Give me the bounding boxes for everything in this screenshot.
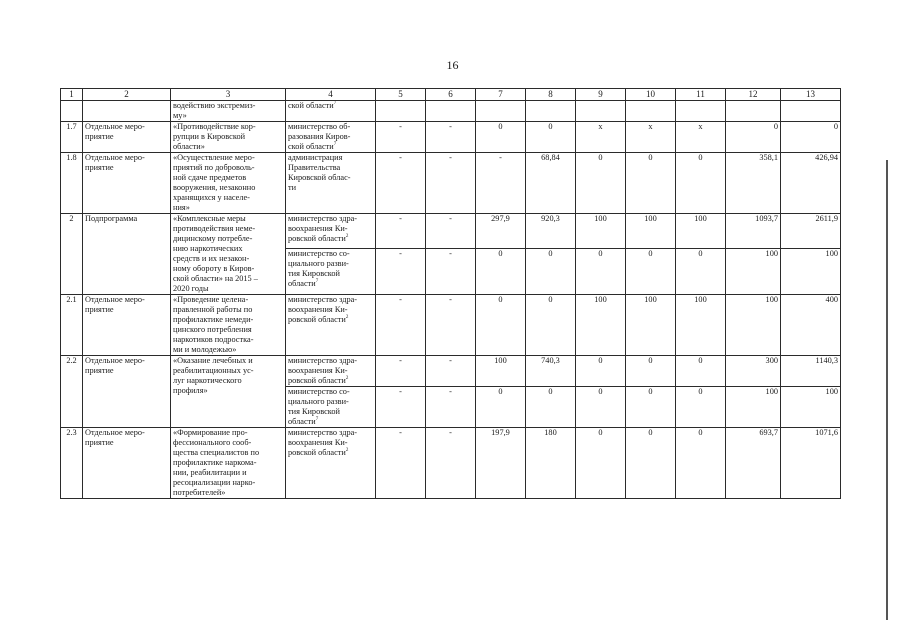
table-row	[61, 122, 841, 153]
value-cell: 0	[626, 428, 676, 499]
value-cell: 1140,3	[781, 356, 841, 387]
item-type-cell: Отдельное меро- приятие	[83, 428, 171, 499]
value-cell: х	[576, 122, 626, 153]
value-cell	[576, 101, 626, 122]
value-cell: 1071,6	[781, 428, 841, 499]
value-cell: 100	[626, 295, 676, 356]
table-row	[61, 214, 841, 249]
item-type-cell: Отдельное меро- приятие	[83, 153, 171, 214]
column-number-cell: 2	[83, 89, 171, 101]
value-cell: 100	[576, 295, 626, 356]
value-cell: 0	[526, 295, 576, 356]
value-cell: х	[676, 122, 726, 153]
footnote-marker: 7	[315, 279, 319, 285]
scan-edge-line	[886, 160, 888, 620]
value-cell: 0	[781, 122, 841, 153]
value-cell: -	[376, 153, 426, 214]
column-number-cell: 11	[676, 89, 726, 101]
value-cell: 0	[576, 387, 626, 428]
row-number-cell: 1.7	[61, 122, 83, 153]
value-cell	[426, 101, 476, 122]
value-cell: -	[376, 248, 426, 294]
value-cell: -	[426, 153, 476, 214]
footnote-marker: 7	[315, 417, 319, 423]
column-number-cell: 5	[376, 89, 426, 101]
value-cell: 693,7	[726, 428, 781, 499]
value-cell: 0	[526, 122, 576, 153]
value-cell: 0	[676, 153, 726, 214]
value-cell: 0	[676, 428, 726, 499]
value-cell: 740,3	[526, 356, 576, 387]
value-cell: 300	[726, 356, 781, 387]
value-cell: 100	[726, 295, 781, 356]
value-cell: -	[376, 387, 426, 428]
value-cell: 0	[726, 122, 781, 153]
value-cell: 0	[626, 153, 676, 214]
executor-cell: министерство здра- воохранения Ки- ровской области$^2$	[286, 214, 376, 249]
column-number-cell: 1	[61, 89, 83, 101]
executor-cell: министерство об- разования Киров- ской области$^7$	[286, 122, 376, 153]
value-cell	[476, 101, 526, 122]
row-number-cell: 1.8	[61, 153, 83, 214]
column-number-cell: 12	[726, 89, 781, 101]
table-row	[61, 428, 841, 499]
column-number-cell: 13	[781, 89, 841, 101]
value-cell: 297,9	[476, 214, 526, 249]
value-cell: 0	[626, 248, 676, 294]
footnote-marker: 2	[345, 315, 349, 321]
value-cell: 0	[676, 356, 726, 387]
value-cell: 180	[526, 428, 576, 499]
value-cell: 100	[781, 387, 841, 428]
executor-cell: министерство здра- воохранения Ки- ровской области$^2$	[286, 356, 376, 387]
table-row	[61, 295, 841, 356]
value-cell: -	[426, 122, 476, 153]
value-cell: 68,84	[526, 153, 576, 214]
program-table	[60, 88, 841, 499]
value-cell: 0	[576, 428, 626, 499]
column-number-cell: 7	[476, 89, 526, 101]
column-number-cell: 3	[171, 89, 286, 101]
value-cell: 1093,7	[726, 214, 781, 249]
item-name-cell: «Противодействие кор- рупции в Кировской области»	[171, 122, 286, 153]
value-cell: 0	[576, 153, 626, 214]
value-cell: 426,94	[781, 153, 841, 214]
value-cell	[376, 101, 426, 122]
value-cell: 2611,9	[781, 214, 841, 249]
value-cell: -	[426, 295, 476, 356]
column-number-cell: 4	[286, 89, 376, 101]
value-cell: -	[426, 356, 476, 387]
value-cell: 0	[626, 356, 676, 387]
value-cell: 100	[781, 248, 841, 294]
value-cell: 100	[676, 295, 726, 356]
column-number-cell: 9	[576, 89, 626, 101]
value-cell: -	[426, 387, 476, 428]
value-cell: 100	[726, 387, 781, 428]
value-cell: 0	[476, 387, 526, 428]
column-number-cell: 10	[626, 89, 676, 101]
value-cell: 400	[781, 295, 841, 356]
value-cell: 0	[476, 122, 526, 153]
value-cell: -	[376, 295, 426, 356]
footnote-marker: 2	[345, 234, 349, 240]
value-cell: 0	[526, 387, 576, 428]
column-number-cell: 8	[526, 89, 576, 101]
value-cell: -	[426, 428, 476, 499]
item-type-cell: Отдельное меро- приятие	[83, 295, 171, 356]
item-name-cell: водействию экстремиз- му»	[171, 101, 286, 122]
column-number-row	[61, 89, 841, 101]
executor-cell: ской области$^7$	[286, 101, 376, 122]
value-cell: 0	[626, 387, 676, 428]
item-type-cell: Отдельное меро- приятие	[83, 356, 171, 428]
table-row	[61, 356, 841, 387]
item-type-cell: Отдельное меро- приятие	[83, 122, 171, 153]
value-cell: 0	[476, 248, 526, 294]
table-row	[61, 101, 841, 122]
page-number: 16	[446, 58, 459, 72]
value-cell: 0	[476, 295, 526, 356]
value-cell: -	[376, 122, 426, 153]
table-row	[61, 153, 841, 214]
value-cell	[626, 101, 676, 122]
value-cell: х	[626, 122, 676, 153]
executor-cell: министерство со- циального разви- тия Кировской области$^7$	[286, 248, 376, 294]
value-cell	[526, 101, 576, 122]
value-cell: -	[376, 428, 426, 499]
value-cell	[726, 101, 781, 122]
value-cell: 100	[626, 214, 676, 249]
value-cell: 0	[676, 387, 726, 428]
value-cell: 100	[676, 214, 726, 249]
value-cell: 0	[576, 248, 626, 294]
row-number-cell: 2.2	[61, 356, 83, 428]
value-cell: -	[376, 214, 426, 249]
row-number-cell	[61, 101, 83, 122]
value-cell: 0	[526, 248, 576, 294]
item-type-cell	[83, 101, 171, 122]
value-cell: 100	[576, 214, 626, 249]
value-cell: 0	[676, 248, 726, 294]
value-cell: 100	[476, 356, 526, 387]
item-name-cell: «Комплексные меры противодействия неме- дицинскому потребле- нию наркотических средств и их незакон- ному обороту в Киров- ской области» на 2015 – 2020 годы	[171, 214, 286, 295]
executor-cell: министерство здра- воохранения Ки- ровской области$^2$	[286, 295, 376, 356]
column-number-cell: 6	[426, 89, 476, 101]
row-number-cell: 2.3	[61, 428, 83, 499]
value-cell	[781, 101, 841, 122]
item-type-cell: Подпрограмма	[83, 214, 171, 295]
value-cell: 0	[576, 356, 626, 387]
footnote-marker: 2	[345, 376, 349, 382]
footnote-marker: 2	[345, 448, 349, 454]
value-cell: 100	[726, 248, 781, 294]
footnote-marker: 7	[333, 142, 337, 148]
executor-cell: министерство со- циального разви- тия Кировской области$^7$	[286, 387, 376, 428]
item-name-cell: «Проведение целена- правленной работы по профилактике немеди- цинского потребления наркотиков подростка- ми и молодежью»	[171, 295, 286, 356]
executor-cell: администрация Правительства Кировской облас- ти	[286, 153, 376, 214]
value-cell: -	[426, 214, 476, 249]
value-cell: -	[376, 356, 426, 387]
executor-cell: министерство здра- воохранения Ки- ровской области$^2$	[286, 428, 376, 499]
row-number-cell: 2	[61, 214, 83, 295]
item-name-cell: «Оказание лечебных и реабилитационных ус- луг наркотического профиля»	[171, 356, 286, 428]
value-cell: 358,1	[726, 153, 781, 214]
item-name-cell: «Формирование про- фессионального сооб- щества специалистов по профилактике наркома- нии, реабилитации и ресоциализации нарко- потребителей»	[171, 428, 286, 499]
item-name-cell: «Осуществление меро- приятий по доброволь- ной сдаче предметов вооружения, незаконно хранящихся у населе- ния»	[171, 153, 286, 214]
value-cell: -	[476, 153, 526, 214]
row-number-cell: 2.1	[61, 295, 83, 356]
value-cell: 920,3	[526, 214, 576, 249]
value-cell: 197,9	[476, 428, 526, 499]
value-cell: -	[426, 248, 476, 294]
value-cell	[676, 101, 726, 122]
footnote-marker: 7	[333, 101, 337, 107]
